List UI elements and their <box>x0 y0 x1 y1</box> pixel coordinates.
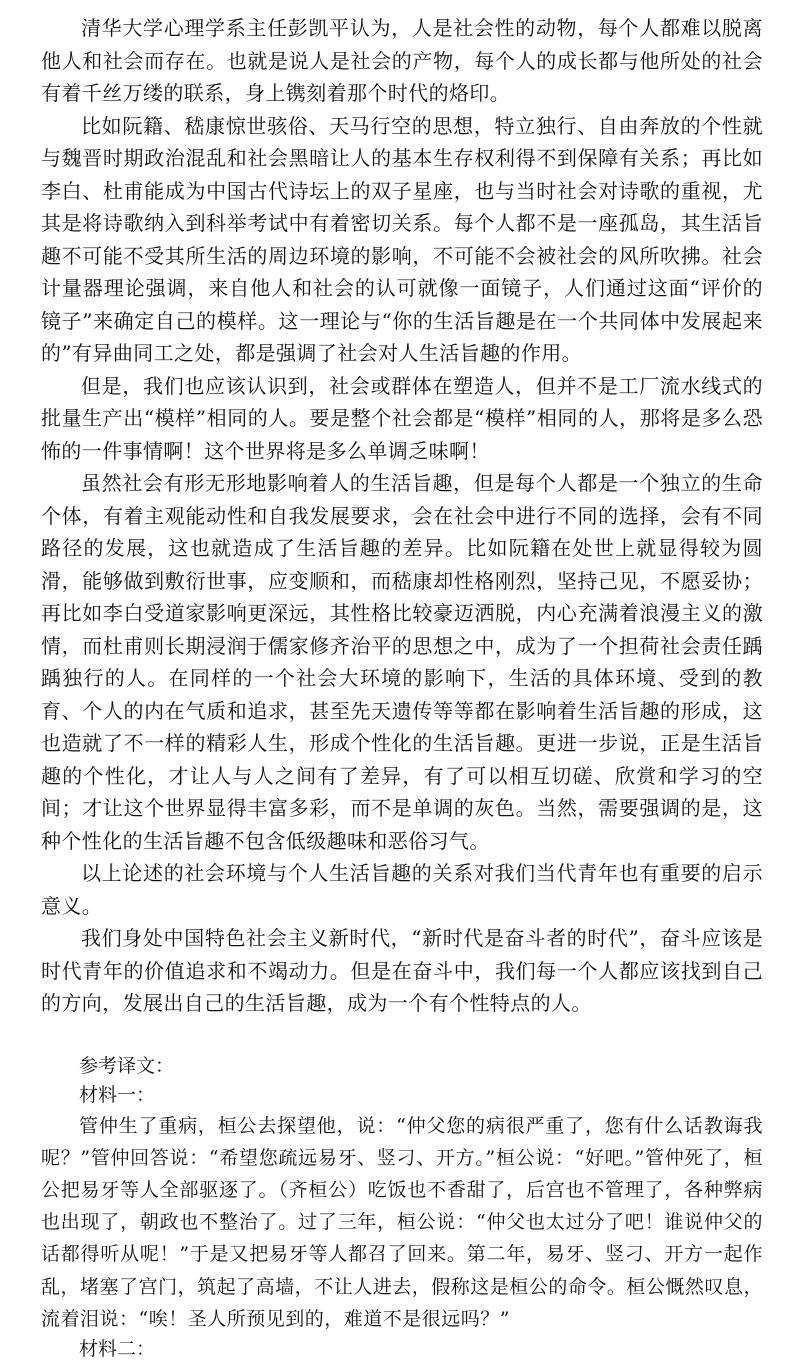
material-2-label: 材料二： <box>79 1337 156 1360</box>
essay-paragraph-1: 清华大学心理学系主任彭凯平认为，人是社会性的动物，每个人都难以脱离他人和社会而存在。也就是说人是社会的产物，每个人的成长都与他所处的社会有着千丝万缕的联系，身上镌刻着那个时代的烙印。 <box>41 16 763 105</box>
essay-paragraph-5: 以上论述的社会环境与个人生活旨趣的关系对我们当代青年也有重要的启示意义。 <box>41 861 763 918</box>
material-1-text: 管仲生了重病，桓公去探望他，说：“仲父您的病很严重了，您有什么话教诲我呢？”管仲回答说：“希望您疏远易牙、竖刁、开方。”桓公说：“好吧。”管仲死了，桓公把易牙等人全部驱逐了。（齐桓公）吃饭也不香甜了，后宫也不管理了，各种弊病也出现了，朝政也不整治了。过了三年，桓公说：“仲父也太过分了吧！谁说仲父的话都得听从呢！”于是又把易牙等人都召了回来。第二年，易牙、竖刁、开方一起作乱，堵塞了宫门，筑起了高墙，不让人进去，假称这是桓公的命令。桓公慨然叹息，流着泪说：“唉！圣人所预见到的，难道不是很远吗？” <box>41 1114 763 1330</box>
essay-body <box>41 12 763 1020</box>
reference-heading: 参考译文： <box>79 1054 175 1077</box>
essay-paragraph-2: 比如阮籍、嵇康惊世骇俗、天马行空的思想，特立独行、自由奔放的个性就与魏晋时期政治混乱和社会黑暗让人的基本生存权利得不到保障有关系；再比如李白、杜甫能成为中国古代诗坛上的双子星座，也与当时社会对诗歌的重视，尤其是将诗歌纳入到科举考试中有着密切关系。每个人都不是一座孤岛，其生活旨趣不可能不受其所生活的周边环境的影响，不可能不会被社会的风所吹拂。社会计量器理论强调，来自他人和社会的认可就像一面镜子，人们通过这面“评价的镜子”来确定自己的模样。这一理论与“你的生活旨趣是在一个共同体中发展起来的”有异曲同工之处，都是强调了社会对人生活旨趣的作用。 <box>41 113 763 365</box>
essay-paragraph-3: 但是，我们也应该认识到，社会或群体在塑造人，但并不是工厂流水线式的批量生产出“模样”相同的人。要是整个社会都是“模样”相同的人，那将是多么恐怖的一件事情啊！这个世界将是多么单调乏味啊！ <box>41 373 763 463</box>
reference-translation <box>41 1052 763 1364</box>
material-1-label: 材料一： <box>79 1083 156 1106</box>
essay-paragraph-4: 虽然社会有形无形地影响着人的生活旨趣，但是每个人都是一个独立的生命个体，有着主观能动性和自我发展要求，会在社会中进行不同的选择，会有不同路径的发展，这也就造成了生活旨趣的差异。比如阮籍在处世上就显得较为圆滑，能够做到敷衍世事，应变顺和，而嵇康却性格刚烈，坚持己见，不愿妥协；再比如李白受道家影响更深远，其性格比较豪迈洒脱，内心充满着浪漫主义的激情，而杜甫则长期浸润于儒家修齐治平的思想之中，成为了一个担荷社会责任踽踽独行的人。在同样的一个社会大环境的影响下，生活的具体环境、受到的教育、个人的内在气质和追求，甚至先天遗传等等都在影响着生活旨趣的形成，这也造就了不一样的精彩人生，形成个性化的生活旨趣。更进一步说，正是生活旨趣的个性化，才让人与人之间有了差异，有了可以相互切磋、欣赏和学习的空间；才让这个世界显得丰富多彩，而不是单调的灰色。当然，需要强调的是，这种个性化的生活旨趣不包含低级趣味和恶俗习气。 <box>41 471 763 853</box>
essay-paragraph-6: 我们身处中国特色社会主义新时代，“新时代是奋斗者的时代”，奋斗应该是时代青年的价值追求和不竭动力。但是在奋斗中，我们每一个人都应该找到自己的方向，发展出自己的生活旨趣，成为一个有个性特点的人。 <box>41 926 763 1015</box>
section-spacer <box>41 1020 763 1052</box>
